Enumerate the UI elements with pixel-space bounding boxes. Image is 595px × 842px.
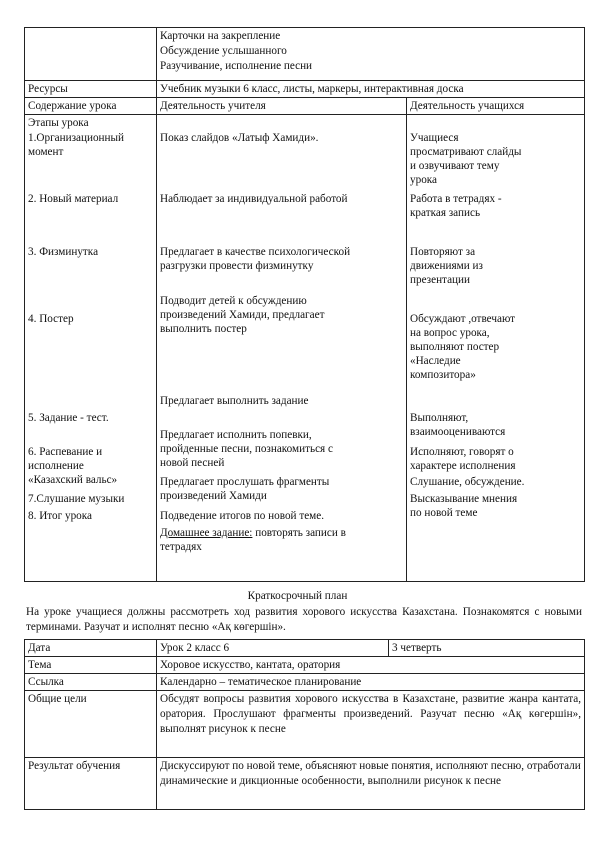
goals-label: Общие цели: [25, 691, 157, 758]
student-activity: Высказывание мнения по новой теме: [410, 493, 518, 519]
stage-item: 8. Итог урока: [28, 510, 93, 522]
student-activity: Учащиеся просматривают слайды и озвучивают тему урока: [410, 132, 522, 186]
homework-text: повторять записи в тетрадях: [160, 527, 346, 553]
teacher-activity: Показ слайдов «Латыф Хамиди».: [160, 132, 319, 144]
student-activity: Повторяют за движениями из презентации: [410, 246, 483, 286]
student-activity: Работа в тетрадях - краткая запись: [410, 193, 502, 219]
header-content: Содержание урока: [25, 98, 157, 115]
methods-row: [25, 28, 585, 81]
student-activity: Выполняют, взаимооцениваются: [410, 412, 506, 438]
date-row: [25, 640, 585, 657]
stage-item: 7.Слушание музыки: [28, 493, 125, 505]
lesson-process-table: [24, 27, 585, 582]
topic-row: [25, 657, 585, 674]
header-students: Деятельность учащихся: [407, 98, 585, 115]
brief-plan-intro: На уроке учащиеся должны рассмотреть ход развития хорового искусства Казахстана. Познакомятся с новыми терминами. Разучат и исполнят песню «Ақ көгершін».: [26, 606, 582, 633]
student-activity: Обсуждают ,отвечают на вопрос урока, выполняют постер «Наследие композитора»: [410, 313, 516, 381]
teacher-activity: Наблюдает за индивидуальной работой: [160, 193, 348, 205]
teacher-activity: Предлагает выполнить задание: [160, 395, 309, 407]
header-teacher: Деятельность учителя: [157, 98, 407, 115]
teacher-activity: Предлагает в качестве психологической разгрузки провести физминутку: [160, 246, 351, 272]
stages-row: [25, 115, 585, 582]
brief-plan-table: [24, 639, 585, 810]
brief-plan-title: Краткосрочный план: [247, 590, 348, 602]
stages-title: Этапы урока: [28, 117, 89, 129]
teacher-activity: Подведение итогов по новой теме.: [160, 510, 325, 522]
resources-row: [25, 81, 585, 98]
stage-item: 1.Организационный момент: [28, 132, 125, 158]
goals-row: [25, 691, 585, 758]
activity-header-row: [25, 98, 585, 115]
student-activities-cell: [407, 115, 585, 582]
quarter-value: 3 четверть: [389, 640, 585, 657]
homework-label: Домашнее задание:: [160, 527, 253, 539]
result-row: [25, 758, 585, 810]
methods-text: Карточки на закрепление Обсуждение услышанного Разучивание, исполнение песни: [157, 28, 585, 81]
homework: [160, 526, 403, 554]
teacher-activity: Подводит детей к обсуждению произведений Хамиди, предлагает выполнить постер: [160, 295, 325, 335]
teacher-activity: Предлагает прослушать фрагменты произведений Хамиди: [160, 476, 330, 502]
stage-item: 6. Распевание и исполнение «Казахский вальс»: [28, 446, 118, 486]
resources-label: Ресурсы: [25, 81, 157, 98]
reference-value: Календарно – тематическое планирование: [157, 674, 585, 691]
lesson-value: Урок 2 класс 6: [157, 640, 389, 657]
teacher-activity: Предлагает исполнить попевки, пройденные песни, познакомиться с новой песней: [160, 429, 333, 469]
empty-cell: [25, 28, 157, 81]
student-activity: Исполняют, говорят о характере исполнения: [410, 446, 516, 472]
stage-item: 3. Физминутка: [28, 246, 99, 258]
result-label: Результат обучения: [25, 758, 157, 810]
stage-item: 4. Постер: [28, 313, 74, 325]
reference-row: [25, 674, 585, 691]
student-activity: Слушание, обсуждение.: [410, 476, 525, 488]
result-value: Дискуссируют по новой теме, объясняют новые понятия, исполняют песню, отработали динамические и дикционные особенности, выполнили рисунок к песне: [157, 758, 585, 810]
stages-cell: [25, 115, 157, 582]
goals-value: Обсудят вопросы развития хорового искусства в Казахстане, развитие жанра кантата, оратория. Прослушают фрагменты произведений. Разучат песню «Ақ көгершін», выполнят рисунок к песне: [157, 691, 585, 758]
date-label: Дата: [25, 640, 157, 657]
topic-value: Хоровое искусство, кантата, оратория: [157, 657, 585, 674]
resources-value: Учебник музыки 6 класс, листы, маркеры, интерактивная доска: [157, 81, 585, 98]
reference-label: Ссылка: [25, 674, 157, 691]
stage-item: 5. Задание - тест.: [28, 412, 109, 424]
teacher-activities-cell: [157, 115, 407, 582]
stage-item: 2. Новый материал: [28, 193, 119, 205]
topic-label: Тема: [25, 657, 157, 674]
